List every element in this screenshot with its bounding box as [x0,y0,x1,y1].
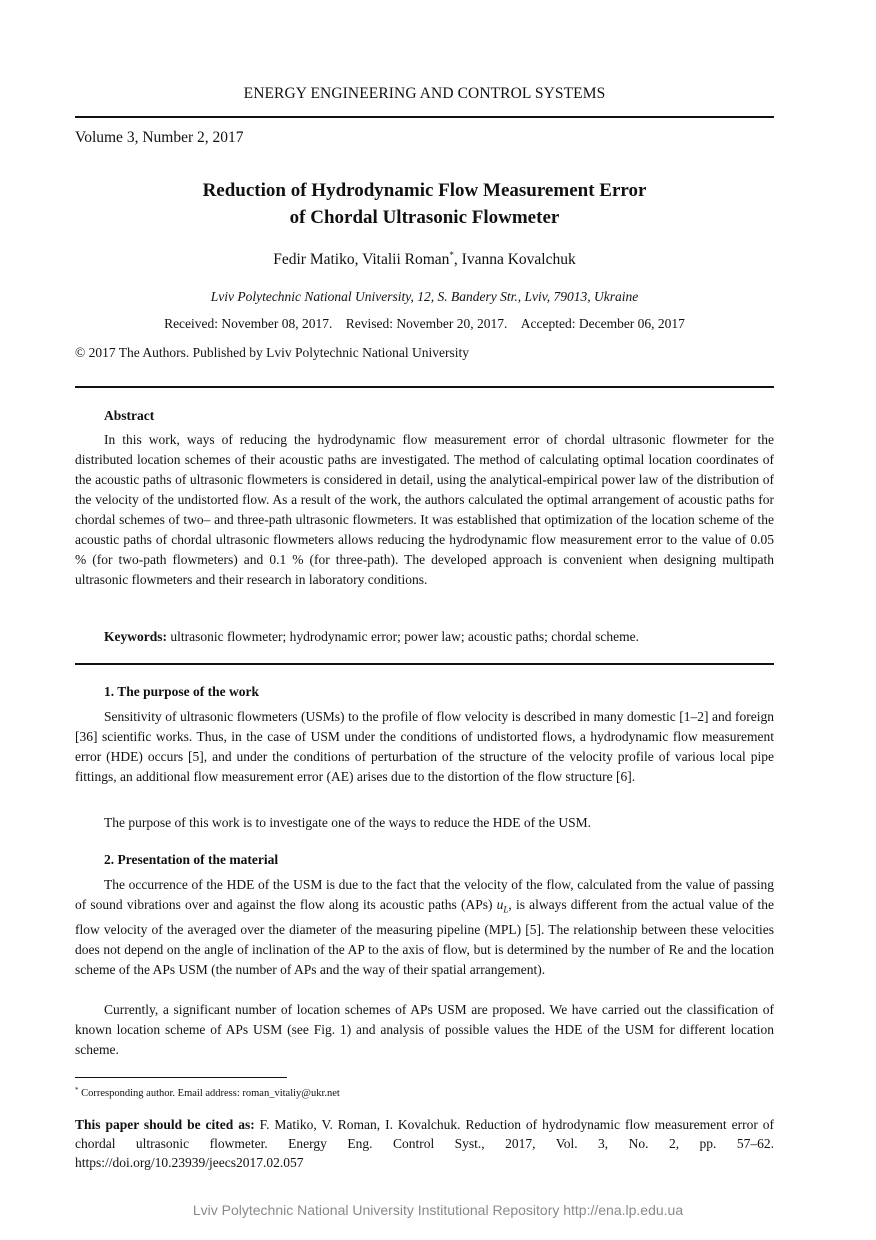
section-1-paragraph-1: Sensitivity of ultrasonic flowmeters (USMs) to the profile of flow velocity is described in many domestic [1–2] and foreign [36] scientific works. Thus, in the case of USM under the conditions of undistorted flows, a hydrodynamic flow measurement error (HDE) occurs [5], and under the conditions of perturbation of the structure of the velocity profile of various local pipe fittings, an additional flow measurement error (AE) arises due to the distortion of the flow structure [6]. [75,709,774,784]
dates [75,316,774,332]
keywords [104,629,639,645]
received-date: Received: November 08, 2017. [164,316,333,331]
revised-date: Revised: November 20, 2017. [345,316,508,331]
section-1-paragraph-2: The purpose of this work is to investigate one of the ways to reduce the HDE of the USM. [104,815,592,830]
velocity-variable: u [496,897,504,912]
affiliation: Lviv Polytechnic National University, 12, S. Bandery Str., Lviv, 79013, Ukraine [210,289,639,304]
keywords-label: Keywords: [104,629,167,644]
paper-title [75,177,774,231]
abstract-top-rule [75,386,774,388]
section-2-heading: 2. Presentation of the material [104,852,279,867]
footnote-rule [75,1077,287,1078]
header-rule [75,116,774,118]
copyright: © 2017 The Authors. Published by Lviv Polytechnic National University [75,345,469,360]
volume-info: Volume 3, Number 2, 2017 [75,129,244,146]
citation-label: This paper should be cited as: [75,1117,255,1132]
citation-text: F. Matiko, V. Roman, I. Kovalchuk. Reduction of hydrodynamic flow measurement error of chordal ultrasonic flowmeter. Energy Eng. Control Syst., 2017, Vol. 3, No. 2, pp. 57–62. https://doi.org/10.23939/jeecs2017.02.057 [75,1117,774,1170]
section-2-paragraph-2: Currently, a significant number of location schemes of APs USM are proposed. We have carried out the classification of known location scheme of APs USM (see Fig. 1) and analysis of possible values the HDE of the USM for different location scheme. [75,1002,774,1057]
citation [75,1115,774,1172]
corresponding-mark: * [449,250,454,260]
section-1-heading: 1. The purpose of the work [104,684,260,699]
authors-text-2: , Ivanna Kovalchuk [453,251,576,268]
corresponding-email: Corresponding author. Email address: roman_vitaliy@ukr.net [78,1088,340,1099]
abstract-bottom-rule [75,663,774,665]
section-2-paragraph-1: The occurrence of the HDE of the USM is due to the fact that the velocity of the flow, calculated from the value of passing of sound vibrations over and against the flow along its acoustic paths (APs) $u_L$, is always different from the actual value of the flow velocity of the averaged over the diameter of the measuring pipeline (MPL) [5]. The relationship between these velocities does not depend on the angle of inclination of the AP to the axis of flow, but is determined by the number of Re and the location scheme of the APs USM (the number of APs and the way of their spatial arrangement). [75,877,774,977]
authors [75,250,774,269]
title-line-1: Reduction of Hydrodynamic Flow Measurement Error [202,180,647,201]
footnote: * Corresponding author. Email address: roman_vitaliy@ukr.net [75,1086,340,1099]
abstract-heading: Abstract [104,408,155,423]
journal-name: ENERGY ENGINEERING AND CONTROL SYSTEMS [243,85,606,102]
title-line-2: of Chordal Ultrasonic Flowmeter [289,207,560,228]
keywords-list: ultrasonic flowmeter; hydrodynamic error; power law; acoustic paths; chordal scheme. [167,629,639,644]
authors-text-1: Fedir Matiko, Vitalii Roman [273,251,450,268]
accepted-date: Accepted: December 06, 2017 [520,316,685,331]
abstract-text: In this work, ways of reducing the hydrodynamic flow measurement error of chordal ultrasonic flowmeter for the distributed location schemes of their acoustic paths are investigated. The method of calculating optimal location coordinates of the acoustic paths of ultrasonic flowmeters is considered in detail, using the analytical-empirical power law of the distribution of the velocity of the undistorted flow. As a result of the work, the authors calculated the optimal arrangement of acoustic paths for chordal schemes of two– and three-path ultrasonic flowmeters. It was established that optimization of the location scheme of the acoustic paths of chordal ultrasonic flowmeters allows reducing the hydrodynamic flow measurement error to the value of 0.05 % (for two-path flowmeters) and 0.1 % (for three-path). The developed approach is convenient when designing multipath ultrasonic flowmeters and their research in laboratory conditions. [75,432,774,587]
repository-footer: Lviv Polytechnic National University Institutional Repository http://ena.lp.edu.ua [192,1202,684,1218]
